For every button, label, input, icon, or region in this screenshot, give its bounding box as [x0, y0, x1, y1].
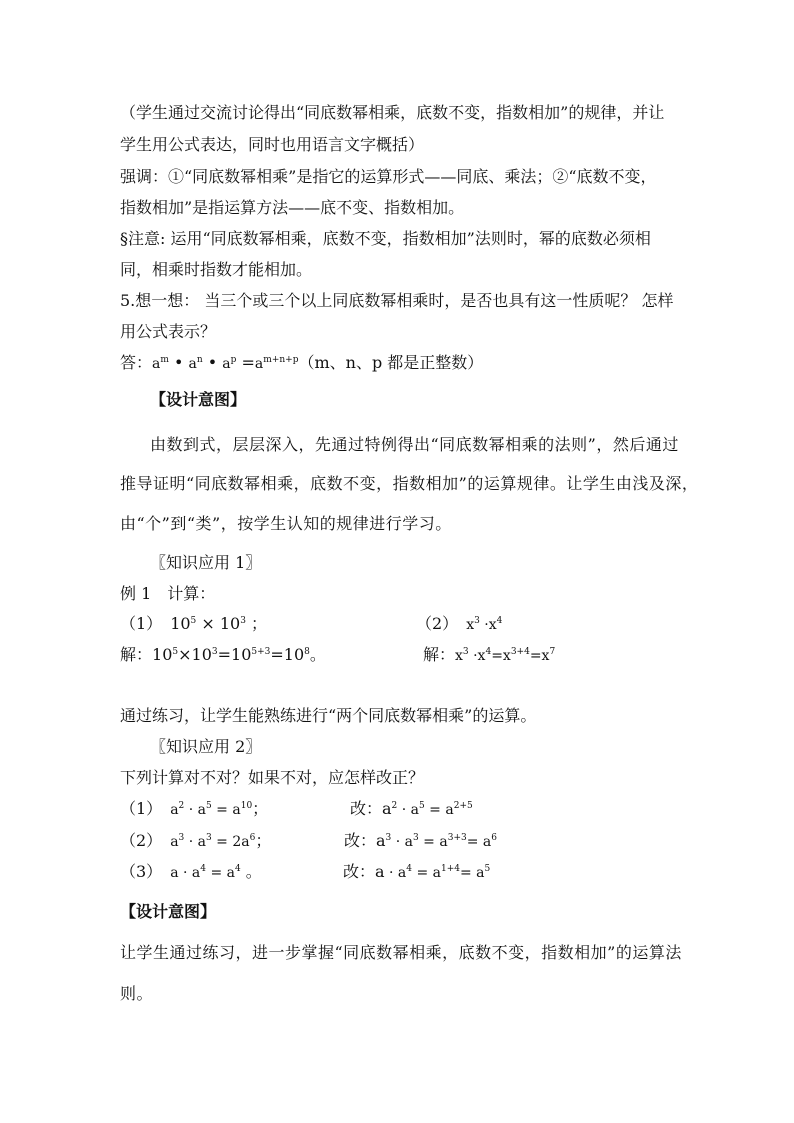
question5-line-1: 5.想一想： 当三个或三个以上同底数幂相乘时，是否也具有这一性质呢？ 怎样	[120, 291, 674, 310]
emphasis-line-2: 指数相加”是指运算方法——底不变、指数相加。	[120, 198, 465, 217]
intro-line-1: （学生通过交流讨论得出“同底数幂相乘，底数不变，指数相加”的规律，并让	[120, 103, 665, 122]
correction-row-fix: 改：$a^3 \cdot a^3 = a^{3+3}= a^6$	[344, 831, 497, 850]
question5-line-2: 用公式表示？	[120, 322, 217, 341]
practice-sentence: 通过练习，让学生能熟练进行“两个同底数幂相乘”的运算。	[120, 706, 537, 725]
design-intent-1-line-1: 由数到式，层层深入，先通过特例得出“同底数幂相乘的法则”，然后通过	[150, 435, 679, 454]
knowledge-application-1-heading: 〖知识应用 1〗	[150, 553, 262, 572]
design-intent-1-line-2: 推导证明“同底数幂相乘，底数不变，指数相加”的运算规律。让学生由浅及深，	[120, 474, 699, 493]
design-intent-2-line-1: 让学生通过练习，进一步掌握“同底数幂相乘，底数不变，指数相加”的运算法	[120, 943, 682, 962]
example-1-solution-1: 解：$10^5\times 10^3=10^{5+3}=10^8$。	[120, 645, 326, 664]
correction-row-original: （1） $a^2 \cdot a^5 = a^{10}$；	[120, 799, 269, 818]
note-line-2: 同，相乘时指数才能相加。	[120, 260, 313, 279]
answer-prefix: 答：	[120, 353, 153, 372]
application-2-question: 下列计算对不对？如果不对，应怎样改正？	[120, 768, 425, 787]
answer-formula: 答：$a^m$ • $a^n$ • $a^p =a^{m+n+p}(m$、n、p 都是正整数）	[120, 353, 484, 372]
knowledge-application-2-heading: 〖知识应用 2〗	[150, 737, 262, 756]
example-1-solution-2: 解：$x^3 \cdot x^4=x^{3+4}=x^7$	[423, 645, 556, 664]
example-1-question-2: （2） $x^3 \cdot x^4$	[416, 614, 503, 633]
emphasis-line-1: 强调：①“同底数幂相乘”是指它的运算形式——同底、乘法；②“底数不变，	[120, 167, 657, 186]
note-line-1: §注意: 运用“同底数幂相乘，底数不变，指数相加”法则时，幂的底数必须相	[120, 229, 651, 248]
example-1-label: 例 1 计算：	[120, 584, 216, 603]
example-1-question-1: （1） $10^5 \times 10^3$ ；	[120, 614, 268, 633]
correction-row-original: （3） $a \cdot a^4 = a^4$ 。	[120, 862, 262, 881]
design-intent-2-line-2: 则。	[120, 984, 154, 1003]
design-intent-1-line-3: 由“个”到“类”，按学生认知的规律进行学习。	[120, 514, 452, 533]
design-intent-heading-2: 【设计意图】	[120, 902, 217, 921]
correction-row-fix: 改：$a \cdot a^4 = a^{1+4}= a^5$	[343, 862, 491, 881]
correction-row-original: （2） $a^3 \cdot a^3 = 2a^6$；	[120, 831, 272, 850]
design-intent-heading-1: 【设计意图】	[150, 390, 247, 409]
correction-row-fix: 改：$a^2 \cdot a^5 = a^{2+5}$	[350, 799, 473, 818]
intro-line-2: 学生用公式表达，同时也用语言文字概括）	[120, 135, 425, 154]
